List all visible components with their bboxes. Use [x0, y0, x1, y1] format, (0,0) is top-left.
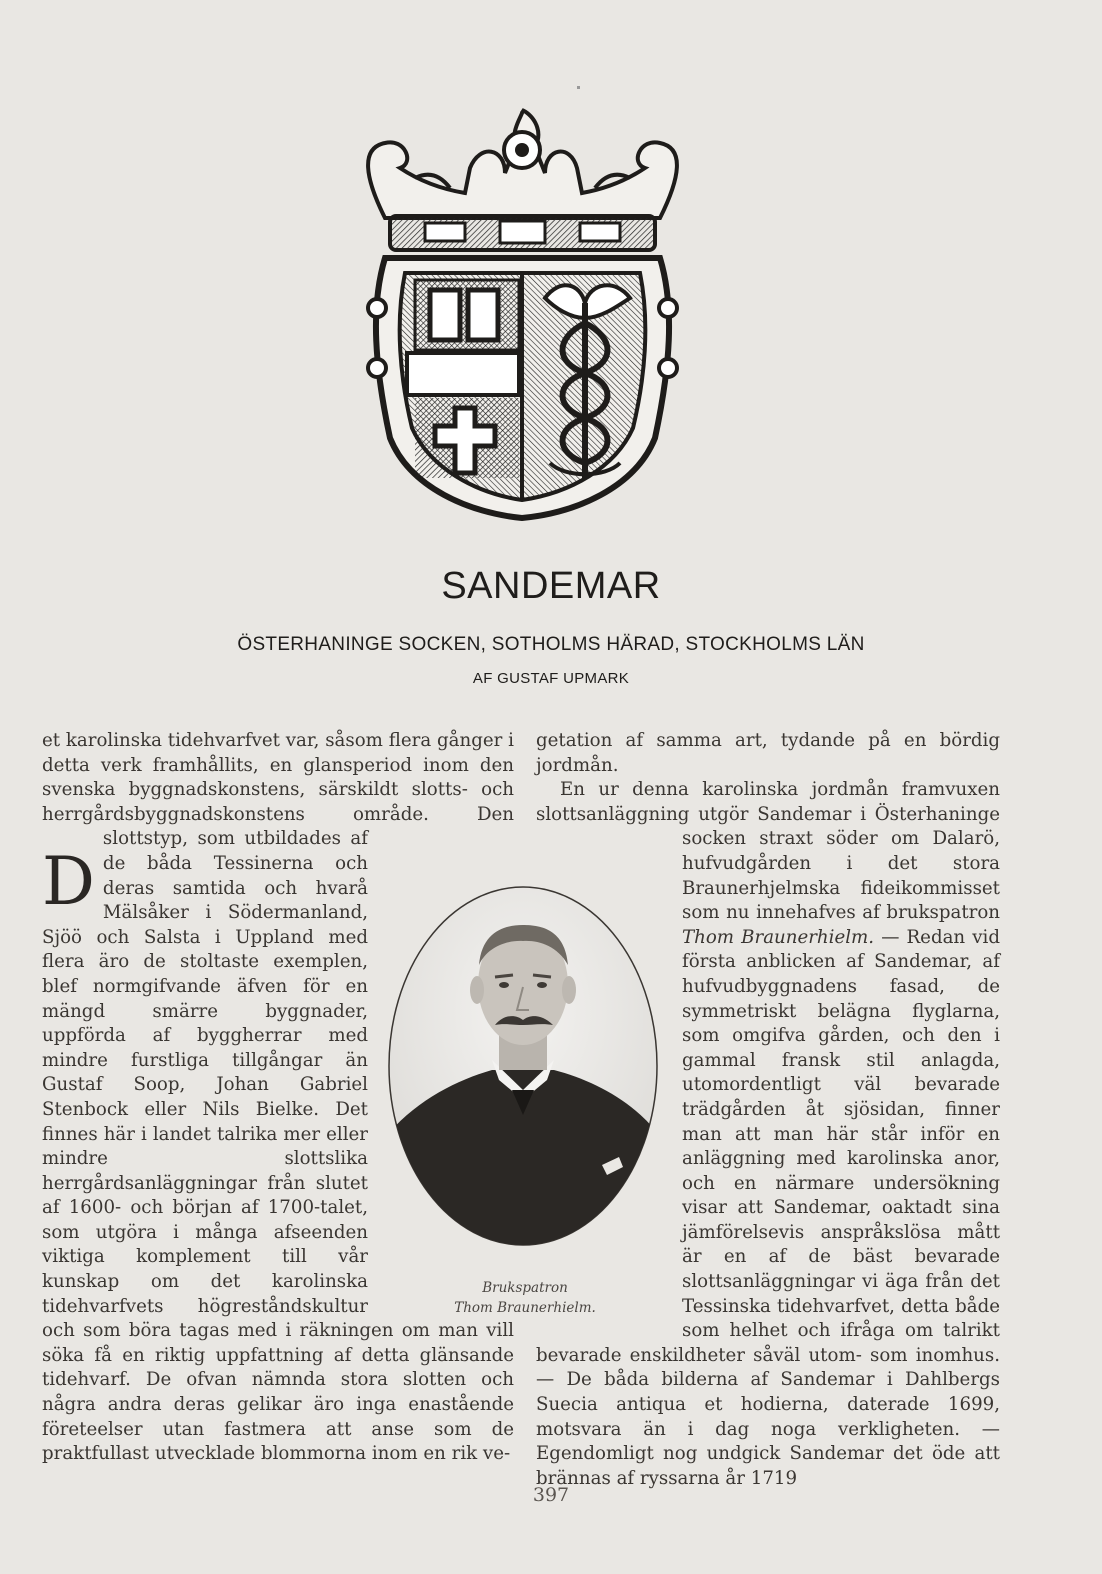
article-subtitle: ÖSTERHANINGE SOCKEN, SOTHOLMS HÄRAD, STOCKHOLMS LÄN	[237, 634, 865, 655]
print-mark	[577, 86, 580, 89]
caption-line-1: Brukspatron	[482, 1280, 568, 1296]
article-title: SANDEMAR	[441, 565, 661, 607]
coat-of-arms-image	[355, 108, 690, 523]
portrait-image	[387, 885, 659, 1247]
right-text-part-1: En ur denna karolinska jordmån framvuxen slottsanläggning utgör Sandemar i Österhaninge socken straxt söder om Dalarö, hufvudgården i det stora Braunerhjelmska fideikommisset som nu innehafves af brukspatron	[536, 779, 1000, 924]
right-column-paragraph-1: getation af samma art, tydande på en bördig jordmån.	[536, 730, 1000, 776]
left-column-text: et karolinska tidehvarfvet var, såsom flera gånger i detta verk framhållits, en glansperiod inom den svenska byggnadskonstens, särskildt slotts- och herrgårdsbyggnadskonstens område. Den slottstyp, som utbildades af de båda Tessinerna och deras samtida och hvarå Mälsåker i Södermanland, Sjöö och Salsta i Uppland med flera äro de stoltaste exemplen, blef normgifvande äfven för en mängd smärre byggnader, uppförda af byggherrar med mindre furstliga tillgångar än Gustaf Soop, Johan Gabriel Stenbock eller Nils Bielke. Det finnes här i landet talrika mer eller mindre slottslika herrgårdsanläggningar från slutet af 1600- och början af 1700-talet, som utgöra i många afseenden viktiga komplement till vår kunskap om det karolinska tidehvarfvets högreståndskultur och som böra tagas med i räkningen om man vill söka få en riktig uppfattning af detta glänsande tidehvarf. De ofvan nämnda stora slotten och några andra deras gelikar äro inga enastående företeelser utan fastmera att anse som de praktfullast utvecklade blommorna inom en rik ve-	[42, 730, 514, 1465]
page-number: 397	[532, 1484, 570, 1506]
right-text-part-2: — Redan vid första anblicken af Sandemar, af hufvudbyggnadens fasad, de symmetriskt belägna flyglarna, som omgifva gården, och den i gammal fransk stil anlagda, utomordentligt väl bevarade trädgården åt sjösidan, finner man att man här står inför en anläggning med karolinska anor, och en närmare undersökning visar att Sandemar, oaktadt sina jämförelsevis anspråkslösa mått är en af de bäst bevarade slottsanläggningar vi äga från det Tessinska tidehvarfvet, detta både som helhet och ifråga om talrikt bevarade enskildheter såväl utom- som inomhus. — De båda bilderna af Sandemar i Dahlbergs Suecia antiqua et hodierna, daterade 1699, motsvara än i dag noga verkligheten. — Egendomligt nog undgick Sandemar det öde att brännas af ryssarna år 1719	[536, 926, 1000, 1489]
caption-line-2: Thom Braunerhielm.	[454, 1300, 596, 1316]
article-byline: AF GUSTAF UPMARK	[472, 670, 630, 687]
portrait-caption	[420, 1278, 630, 1318]
drop-cap: D	[42, 843, 95, 920]
owner-name: Thom Braunerhielm.	[682, 926, 875, 948]
